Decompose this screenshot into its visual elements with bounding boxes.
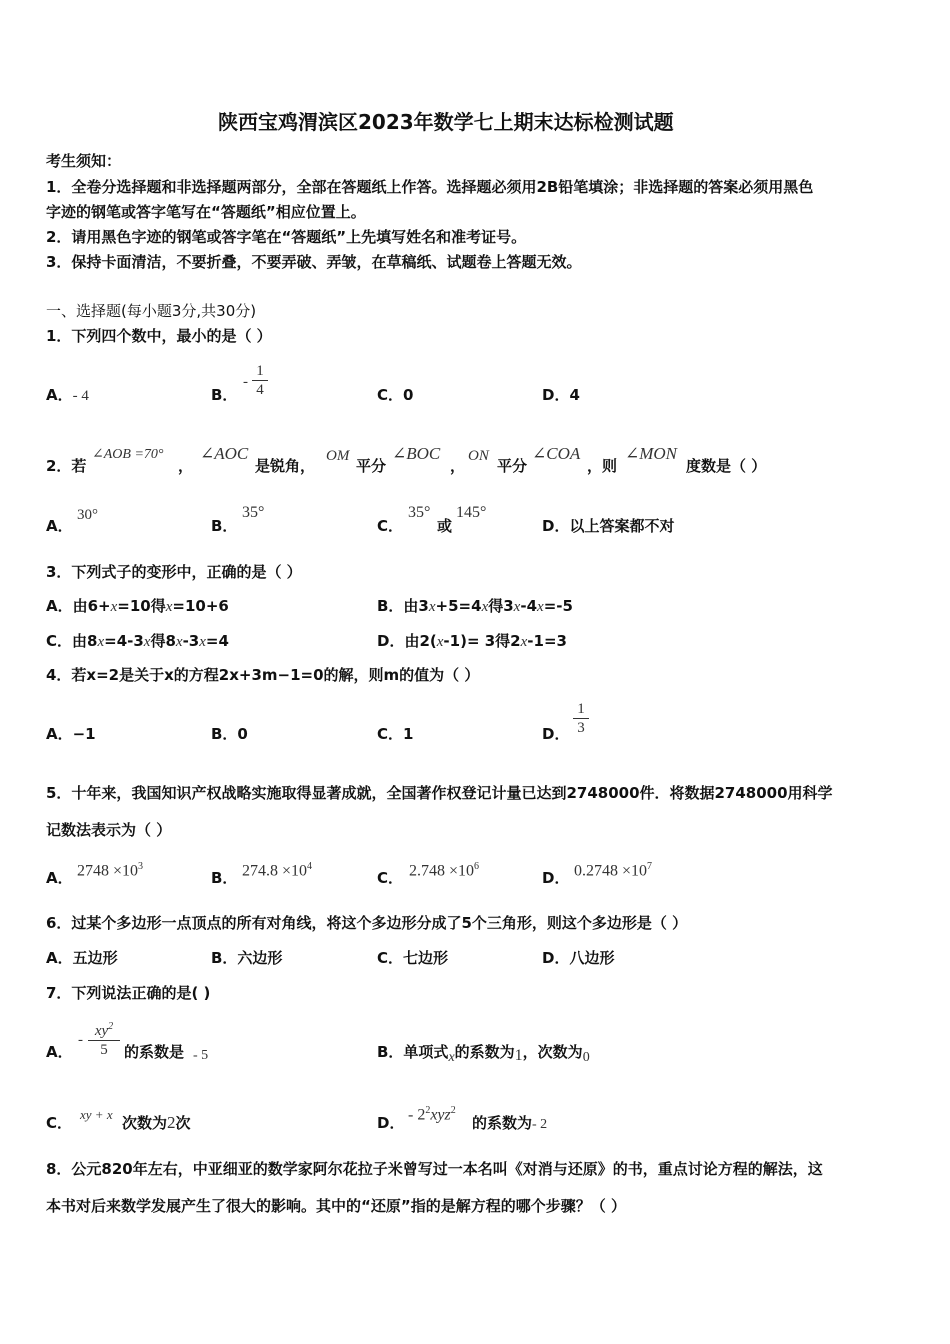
- notice-heading: 考生须知：: [46, 152, 122, 170]
- question-2-lead: 2．若: [46, 457, 87, 475]
- q7-option-a-sign: -: [78, 1032, 83, 1048]
- q2-option-a-value: 30°: [77, 507, 98, 523]
- var-x: x: [513, 599, 521, 615]
- q5-option-c-label: C．: [377, 869, 404, 887]
- q5-option-d-value: [574, 857, 652, 881]
- q7-option-d-text: [472, 1113, 547, 1135]
- q2-text: 度数是（ ）: [686, 457, 767, 475]
- question-8-line-1: 8．公元820年左右，中亚细亚的数学家阿尔花拉子米曾写过一本名叫《对消与还原》的书，重点讨论方程的解法，这: [46, 1160, 823, 1178]
- text: -1=3: [527, 632, 567, 650]
- q5-option-b-label: B．: [211, 869, 238, 887]
- q5-option-d-label: D．: [542, 869, 570, 887]
- notice-line-3: 2．请用黑色字迹的钢笔或答字笔在“答题纸”上先填写姓名和准考证号。: [46, 228, 527, 246]
- q1-option-b-fraction: [252, 362, 268, 399]
- var-x: x: [520, 634, 528, 650]
- value: 1: [514, 1047, 523, 1064]
- exponent: 2: [425, 1105, 431, 1116]
- q2-option-a-label: A．: [46, 517, 73, 535]
- q6-option-a: A．五边形: [46, 949, 118, 967]
- value: 0: [582, 1050, 590, 1065]
- q3-option-c: [46, 631, 229, 652]
- question-3-stem: 3．下列式子的变形中，正确的是（ ）: [46, 563, 302, 581]
- exponent: 2: [450, 1105, 456, 1116]
- text: -3: [182, 632, 200, 650]
- q2-text: 是锐角，: [255, 457, 316, 475]
- q3-option-d: [377, 631, 567, 652]
- text: =-5: [543, 597, 573, 615]
- q2-text: 平分: [497, 457, 528, 475]
- text: 的系数为: [472, 1114, 533, 1132]
- q2-option-b-label: B．: [211, 517, 238, 535]
- text: C．由8: [46, 632, 98, 650]
- q2-option-c-label: C．: [377, 517, 404, 535]
- exponent: 7: [647, 861, 653, 872]
- q3-option-a: [46, 596, 229, 617]
- fraction-denominator: 5: [100, 1042, 108, 1058]
- q5-option-a-value: [77, 857, 143, 881]
- coefficient: - 2: [408, 1106, 426, 1124]
- text: 次: [175, 1114, 191, 1132]
- text: -4: [520, 597, 538, 615]
- q2-comma: ，: [450, 457, 466, 475]
- text: B．单项式: [377, 1043, 449, 1061]
- q2-math-angle-boc: ∠BOC: [392, 444, 441, 463]
- page-title: 陕西宝鸡渭滨区2023年数学七上期末达标检测试题: [218, 110, 674, 134]
- section-heading: 一、选择题(每小题3分,共30分): [46, 302, 257, 320]
- text: D．由2(: [377, 632, 437, 650]
- notice-line-1: 1．全卷分选择题和非选择题两部分，全部在答题纸上作答。选择题必须用2B铅笔填涂；非选择题的答案必须用黑色: [46, 178, 814, 196]
- text: =4-3: [104, 632, 144, 650]
- text: =10得: [117, 597, 166, 615]
- q2-comma: ，: [178, 457, 194, 475]
- q6-option-c: C．七边形: [377, 949, 449, 967]
- var-x: x: [537, 599, 544, 615]
- q4-option-a: A．−1: [46, 725, 96, 743]
- q2-math-on: ON: [468, 448, 489, 464]
- text: A．由6+: [46, 597, 111, 615]
- text: -1)= 3得2: [443, 632, 521, 650]
- base: 0.2748 ×10: [574, 862, 648, 880]
- q1-option-d: D．4: [542, 386, 580, 404]
- q4-option-b: B．0: [211, 725, 248, 743]
- fraction-denominator: 4: [256, 382, 264, 398]
- q2-math-om: OM: [326, 448, 350, 464]
- notice-line-2: 字迹的钢笔或答字笔写在“答题纸”相应位置上。: [46, 203, 366, 221]
- variables: xyz: [430, 1106, 451, 1124]
- text: 次数为: [122, 1114, 168, 1132]
- text: +5=4: [435, 597, 482, 615]
- q2-option-c-value-1: 35°: [408, 504, 431, 521]
- q2-math-angle-aob: ∠AOB =70°: [92, 447, 164, 462]
- q4-option-d-label: D．: [542, 725, 570, 743]
- text: 得3: [488, 597, 514, 615]
- q7-option-a-label: A．: [46, 1043, 73, 1061]
- question-5-line-2: 记数法表示为（ ）: [46, 821, 172, 839]
- var-x: x: [165, 599, 173, 615]
- question-5-line-1: 5．十年来，我国知识产权战略实施取得显著成就，全国著作权登记计量已达到2748000件．将数据2748000用科学: [46, 784, 833, 802]
- q7-option-a-text: 的系数是: [124, 1043, 185, 1061]
- option-label: A．: [46, 386, 73, 404]
- q2-math-angle-mon: ∠MON: [625, 444, 678, 463]
- value: - 2: [532, 1117, 548, 1132]
- q2-option-d: D．以上答案都不对: [542, 517, 675, 535]
- q2-option-c-or: 或: [437, 517, 453, 535]
- base: 2748 ×10: [77, 862, 139, 880]
- q2-text: 平分: [356, 457, 387, 475]
- var-x: x: [436, 634, 444, 650]
- q1-option-a: [46, 385, 89, 406]
- notice-line-4: 3．保持卡面清洁，不要折叠，不要弄破、弄皱，在草稿纸、试题卷上答题无效。: [46, 253, 582, 271]
- q7-option-c-label: C．: [46, 1114, 73, 1132]
- text: B．由3: [377, 597, 429, 615]
- q7-option-a-value: - 5: [193, 1048, 209, 1063]
- q5-option-b-value: [242, 857, 312, 881]
- q4-option-d-fraction: [573, 700, 589, 737]
- q2-option-b-value: 35°: [242, 504, 265, 521]
- value: 2: [167, 1113, 176, 1132]
- q7-option-a-fraction: [88, 1018, 120, 1059]
- q2-text: ，则: [587, 457, 618, 475]
- var-x: x: [428, 599, 436, 615]
- q2-math-angle-coa: ∠COA: [532, 444, 581, 463]
- question-7-stem: 7．下列说法正确的是( ): [46, 984, 211, 1002]
- q7-option-c-expression: xy + x: [80, 1107, 113, 1122]
- var-x: x: [110, 599, 118, 615]
- q4-option-c: C．1: [377, 725, 414, 743]
- q7-option-d-expression: [408, 1101, 456, 1125]
- text: =4: [205, 632, 229, 650]
- exponent: 2: [108, 1021, 114, 1032]
- var-x: x: [143, 634, 151, 650]
- q2-math-angle-aoc: ∠AOC: [200, 444, 249, 463]
- question-8-line-2: 本书对后来数学发展产生了很大的影响。其中的“还原”指的是解方程的哪个步骤？（ ）: [46, 1197, 626, 1215]
- var-x: x: [448, 1050, 455, 1065]
- exponent: 4: [307, 861, 313, 872]
- q6-option-d: D．八边形: [542, 949, 615, 967]
- question-4-stem: 4．若x=2是关于x的方程2x+3m−1=0的解，则m的值为（ ）: [46, 666, 480, 684]
- text: =10+6: [172, 597, 229, 615]
- q1-option-b-sign: -: [243, 374, 248, 390]
- q7-option-b: [377, 1042, 590, 1064]
- base: 274.8 ×10: [242, 862, 308, 880]
- q1-option-b-label: B．: [211, 386, 238, 404]
- q7-option-d-label: D．: [377, 1114, 405, 1132]
- q6-option-b: B．六边形: [211, 949, 283, 967]
- question-1-stem: 1．下列四个数中，最小的是（ ）: [46, 327, 272, 345]
- base: 2.748 ×10: [409, 862, 475, 880]
- fraction-denominator: 3: [577, 720, 585, 736]
- fraction-numerator: $xy^2$: [94, 1021, 114, 1039]
- q3-option-b: [377, 596, 573, 617]
- text: ，次数为: [522, 1043, 583, 1061]
- exponent: 6: [474, 861, 480, 872]
- fraction-numerator: 1: [577, 701, 585, 717]
- text: 得8: [150, 632, 176, 650]
- q1-option-c: C．0: [377, 386, 414, 404]
- q7-option-c-text: [122, 1113, 191, 1133]
- q5-option-a-label: A．: [46, 869, 73, 887]
- question-6-stem: 6．过某个多边形一点顶点的所有对角线，将这个多边形分成了5个三角形，则这个多边形是（ ）: [46, 914, 688, 932]
- q5-option-c-value: [409, 857, 479, 881]
- var-x: x: [175, 634, 183, 650]
- text: 的系数为: [454, 1043, 515, 1061]
- var-x: x: [97, 634, 105, 650]
- fraction-numerator: 1: [256, 363, 264, 379]
- var-x: x: [481, 599, 489, 615]
- math-value: - 4: [72, 388, 89, 404]
- exponent: 3: [138, 861, 144, 872]
- var-x: x: [199, 634, 206, 650]
- q2-option-c-value-2: 145°: [456, 504, 487, 521]
